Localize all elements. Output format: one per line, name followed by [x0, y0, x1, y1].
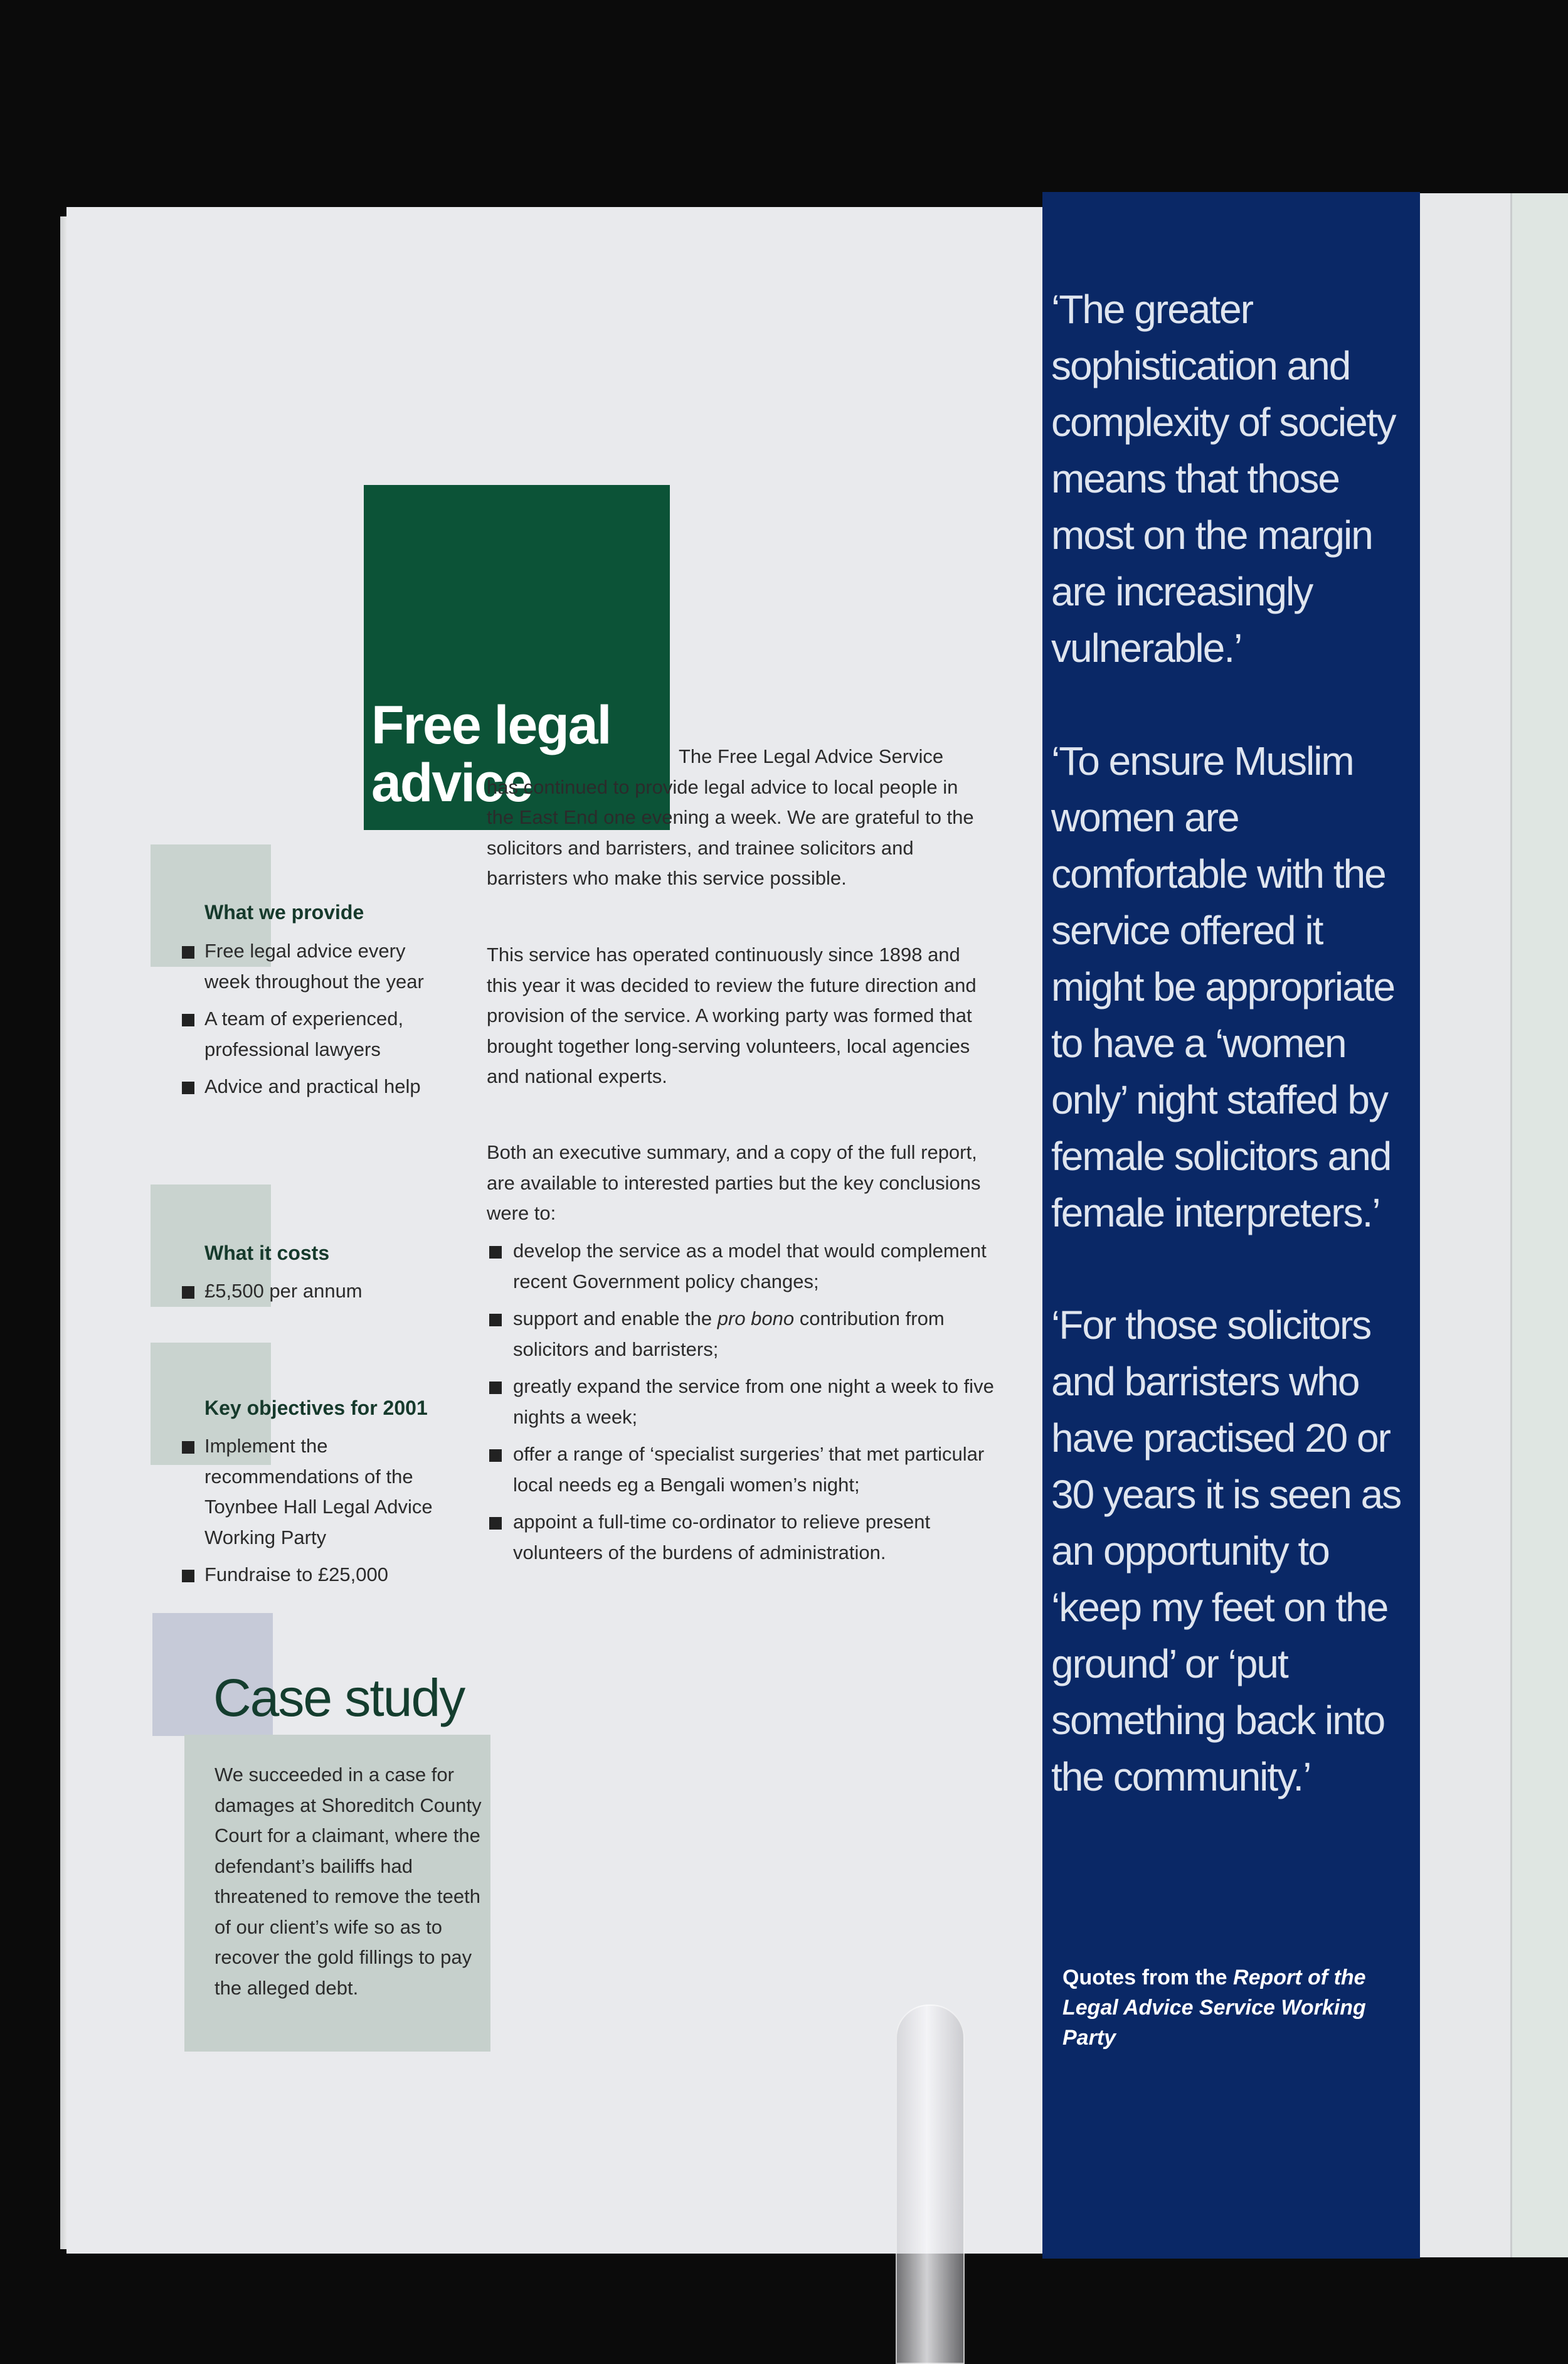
bullet-square-icon [489, 1246, 502, 1259]
what-it-costs-heading: What it costs [204, 1242, 330, 1264]
conclusion-text: appoint a full-time co-ordinator to relieve present volunteers of the burdens of administration. [513, 1511, 931, 1563]
quote-3: ‘For those solicitors and barristers who have practised 20 or 30 years it is seen as an opportunity to ‘keep my feet on the ground’ or ‘put something back into the community.’ [1051, 1302, 1401, 1799]
facing-page-edge [1510, 193, 1568, 2257]
bullet-square-icon [489, 1382, 502, 1394]
conclusion-text-after: contribution from solicitors and barristers; [513, 1307, 945, 1360]
key-objectives-list [179, 1431, 455, 1597]
bullet-square-icon [489, 1517, 502, 1530]
list-item [179, 936, 455, 997]
cost-item: £5,500 per annum [204, 1280, 363, 1302]
list-item [487, 1439, 1001, 1500]
case-study-title: Case study [213, 1668, 465, 1727]
list-item [179, 1560, 455, 1590]
key-objectives-heading: Key objectives for 2001 [204, 1397, 428, 1419]
page-title-line1: Free legal [371, 695, 611, 755]
bullet-square-icon [489, 1314, 502, 1326]
list-item [179, 1276, 455, 1307]
list-item [179, 1072, 455, 1102]
quote-2: ‘To ensure Muslim women are comfortable with the service offered it might be appropriate to have a ‘women only’ night staffed by female solicitors and female interpreters.’ [1051, 738, 1395, 1235]
conclusion-text-before: support and enable the [513, 1307, 718, 1329]
what-we-provide-heading: What we provide [204, 901, 364, 924]
quote-source [1062, 1962, 1389, 2053]
conclusion-text: greatly expand the service from one night a week to five nights a week; [513, 1375, 994, 1428]
what-we-provide-list [179, 936, 455, 1109]
bullet-square-icon [182, 1082, 194, 1094]
list-item [179, 1431, 455, 1553]
intro-paragraph: The Free Legal Advice Service has continued to provide legal advice to local people in the East End one evening a week. We are grateful to the solicitors and barristers, and trainee solicitors and barristers who make this service possible. [487, 745, 974, 889]
quote-source-prefix: Quotes from the [1062, 1966, 1234, 1989]
bullet-square-icon [182, 1570, 194, 1582]
list-item [487, 1507, 1001, 1568]
review-paragraph: This service has operated continuously since 1898 and this year it was decided to review the future direction and provision of the service. A working party was formed that brought together long-serving volunteers, local agencies and national experts. [487, 944, 977, 1087]
quote-1: ‘The greater sophistication and complexity of society means that those most on the margin are increasingly vulnerable.’ [1051, 287, 1396, 671]
provide-item: Free legal advice every week throughout the year [204, 940, 424, 993]
what-it-costs-list [179, 1276, 455, 1314]
list-item [487, 1304, 1001, 1365]
conclusion-text: develop the service as a model that would complement recent Government policy changes; [513, 1240, 987, 1292]
objective-item: Fundraise to £25,000 [204, 1563, 388, 1585]
bullet-square-icon [182, 946, 194, 959]
bullet-square-icon [489, 1449, 502, 1462]
bullet-square-icon [182, 1014, 194, 1026]
quote-source-title: Report of the Legal Advice Service Working Party [1062, 1966, 1366, 2050]
conclusion-text-italic: pro bono [717, 1307, 795, 1329]
summary-paragraph: Both an executive summary, and a copy of the full report, are available to interested parties but the key conclusions were to: [487, 1141, 981, 1224]
conclusions-list [487, 1236, 1001, 1575]
list-item [179, 1004, 455, 1065]
list-item [487, 1236, 1001, 1297]
transparent-clip [896, 2005, 965, 2364]
provide-item: A team of experienced, professional lawyers [204, 1008, 404, 1060]
bullet-square-icon [182, 1286, 194, 1299]
conclusion-text: offer a range of ‘specialist surgeries’ that met particular local needs eg a Bengali women’s night; [513, 1443, 985, 1496]
case-study-text: We succeeded in a case for damages at Shoreditch County Court for a claimant, where the defendant’s bailiffs had threatened to remove the teeth of our client’s wife so as to recover the gold fillings to pay the alleged debt. [215, 1764, 482, 1999]
page-title-line2: advice [371, 753, 532, 813]
provide-item: Advice and practical help [204, 1075, 421, 1097]
objective-item: Implement the recommendations of the Toynbee Hall Legal Advice Working Party [204, 1435, 433, 1548]
bullet-square-icon [182, 1441, 194, 1454]
list-item [487, 1371, 1001, 1432]
